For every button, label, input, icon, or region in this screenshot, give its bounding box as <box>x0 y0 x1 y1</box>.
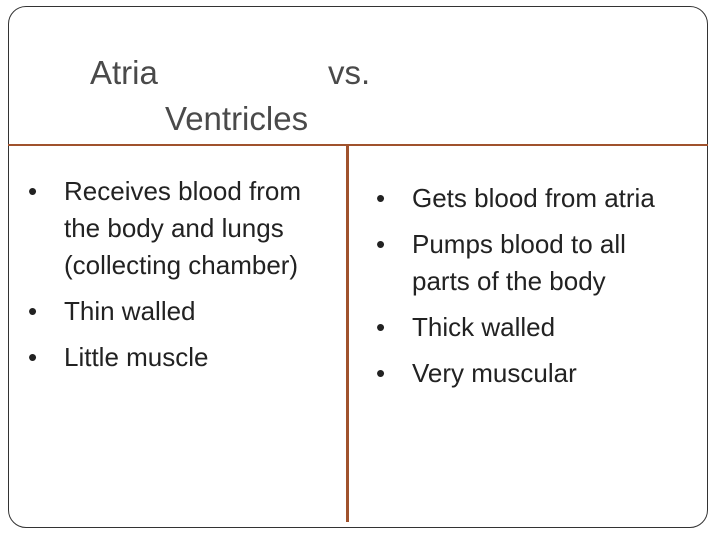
list-item <box>26 293 336 330</box>
list-item <box>374 309 674 346</box>
list-item <box>26 339 336 376</box>
list-item-text: Receives blood from the body and lungs (collecting chamber) <box>64 176 301 280</box>
list-item-text: Pumps blood to all parts of the body <box>412 229 626 296</box>
list-item <box>374 226 674 300</box>
bullet-icon: • <box>376 358 386 388</box>
horizontal-divider <box>8 144 708 146</box>
ventricles-list <box>374 180 674 392</box>
title-vs: vs. <box>328 54 371 91</box>
bullet-icon: • <box>376 312 386 342</box>
bullet-icon: • <box>376 183 386 213</box>
list-item-text: Gets blood from atria <box>412 183 655 213</box>
title-ventricles: Ventricles <box>165 100 309 137</box>
bullet-icon: • <box>28 176 38 206</box>
list-item-text: Thick walled <box>412 312 556 342</box>
atria-list <box>26 173 336 376</box>
list-item-text: Thin walled <box>64 296 196 326</box>
bullet-icon: • <box>28 296 38 326</box>
bullet-icon: • <box>376 229 386 259</box>
list-item <box>26 173 336 284</box>
title-atria: Atria <box>90 54 158 91</box>
vertical-divider <box>346 146 349 522</box>
bullet-icon: • <box>28 342 38 372</box>
list-item <box>374 355 674 392</box>
list-item-text: Little muscle <box>64 342 209 372</box>
list-item-text: Very muscular <box>412 358 577 388</box>
list-item <box>374 180 674 217</box>
